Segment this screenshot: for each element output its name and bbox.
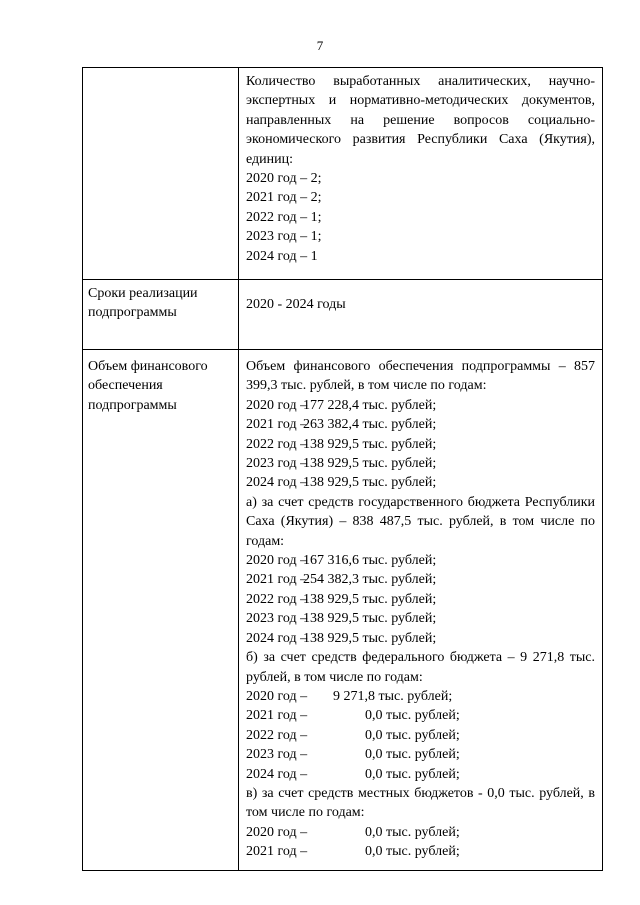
finance-total-line-2023: 2023 год –138 929,5 тыс. рублей; xyxy=(246,456,437,472)
finance-total-years xyxy=(246,396,595,493)
page-number: 7 xyxy=(316,38,324,53)
indicator-year-2023: 2023 год – 1; xyxy=(246,229,322,245)
indicator-year-2024: 2024 год – 1 xyxy=(246,248,318,264)
finance-federal-line-2024: 2024 год – 0,0 тыс. рублей; xyxy=(246,766,460,782)
terms-value: 2020 - 2024 годы xyxy=(239,280,603,350)
table-row-finance xyxy=(83,350,603,871)
indicator-year-2021: 2021 год – 2; xyxy=(246,190,322,206)
finance-state-text: а) за счет средств государственного бюджета Республики Саха (Якутия) – 838 487,5 тыс. рублей, в том числе по годам: xyxy=(246,494,595,549)
finance-local-line-2020: 2020 год – 0,0 тыс. рублей; xyxy=(246,824,460,840)
finance-federal-years xyxy=(246,687,595,784)
finance-total-line-2024: 2024 год –138 929,5 тыс. рублей; xyxy=(246,475,437,491)
indicators-value-cell xyxy=(239,68,603,280)
finance-local-years xyxy=(246,823,595,862)
indicators-label-cell xyxy=(83,68,239,280)
finance-total-line-2021: 2021 год –263 382,4 тыс. рублей; xyxy=(246,417,437,433)
table-row-terms xyxy=(83,280,603,350)
finance-state-line-2024: 2024 год –138 929,5 тыс. рублей; xyxy=(246,630,437,646)
finance-local-text: в) за счет средств местных бюджетов - 0,0 тыс. рублей, в том числе по годам: xyxy=(246,785,595,821)
table-row-indicators xyxy=(83,68,603,280)
finance-local-line-2021: 2021 год – 0,0 тыс. рублей; xyxy=(246,844,460,860)
indicators-text: Количество выработанных аналитических, научно-экспертных и нормативно-методических документов, направленных на решение вопросов социально-экономического развития Республики Саха (Якутия), единиц: xyxy=(246,74,595,167)
finance-value-cell xyxy=(239,350,603,871)
finance-state-line-2021: 2021 год –254 382,3 тыс. рублей; xyxy=(246,572,437,588)
finance-total-line-2022: 2022 год –138 929,5 тыс. рублей; xyxy=(246,436,437,452)
finance-total-text: Объем финансового обеспечения подпрограммы – 857 399,3 тыс. рублей, в том числе по годам: xyxy=(246,359,595,394)
finance-state-line-2022: 2022 год –138 929,5 тыс. рублей; xyxy=(246,591,437,607)
finance-federal-text: б) за счет средств федерального бюджета – 9 271,8 тыс. рублей, в том числе по годам: xyxy=(246,650,595,685)
finance-state-line-2023: 2023 год –138 929,5 тыс. рублей; xyxy=(246,611,437,627)
indicator-year-2022: 2022 год – 1; xyxy=(246,209,322,225)
terms-label: Сроки реализации подпрограммы xyxy=(83,280,239,350)
finance-federal-line-2023: 2023 год – 0,0 тыс. рублей; xyxy=(246,747,460,763)
finance-label: Объем финансового обеспечения подпрограммы xyxy=(83,350,239,871)
finance-federal-line-2020: 2020 год – 9 271,8 тыс. рублей; xyxy=(246,688,453,704)
subprogram-passport-table xyxy=(82,67,603,871)
finance-state-line-2020: 2020 год –167 316,6 тыс. рублей; xyxy=(246,553,437,569)
finance-total-line-2020: 2020 год –177 228,4 тыс. рублей; xyxy=(246,397,437,413)
finance-state-years xyxy=(246,551,595,648)
finance-federal-line-2022: 2022 год – 0,0 тыс. рублей; xyxy=(246,727,460,743)
indicator-year-2020: 2020 год – 2; xyxy=(246,171,322,187)
finance-federal-line-2021: 2021 год – 0,0 тыс. рублей; xyxy=(246,708,460,724)
